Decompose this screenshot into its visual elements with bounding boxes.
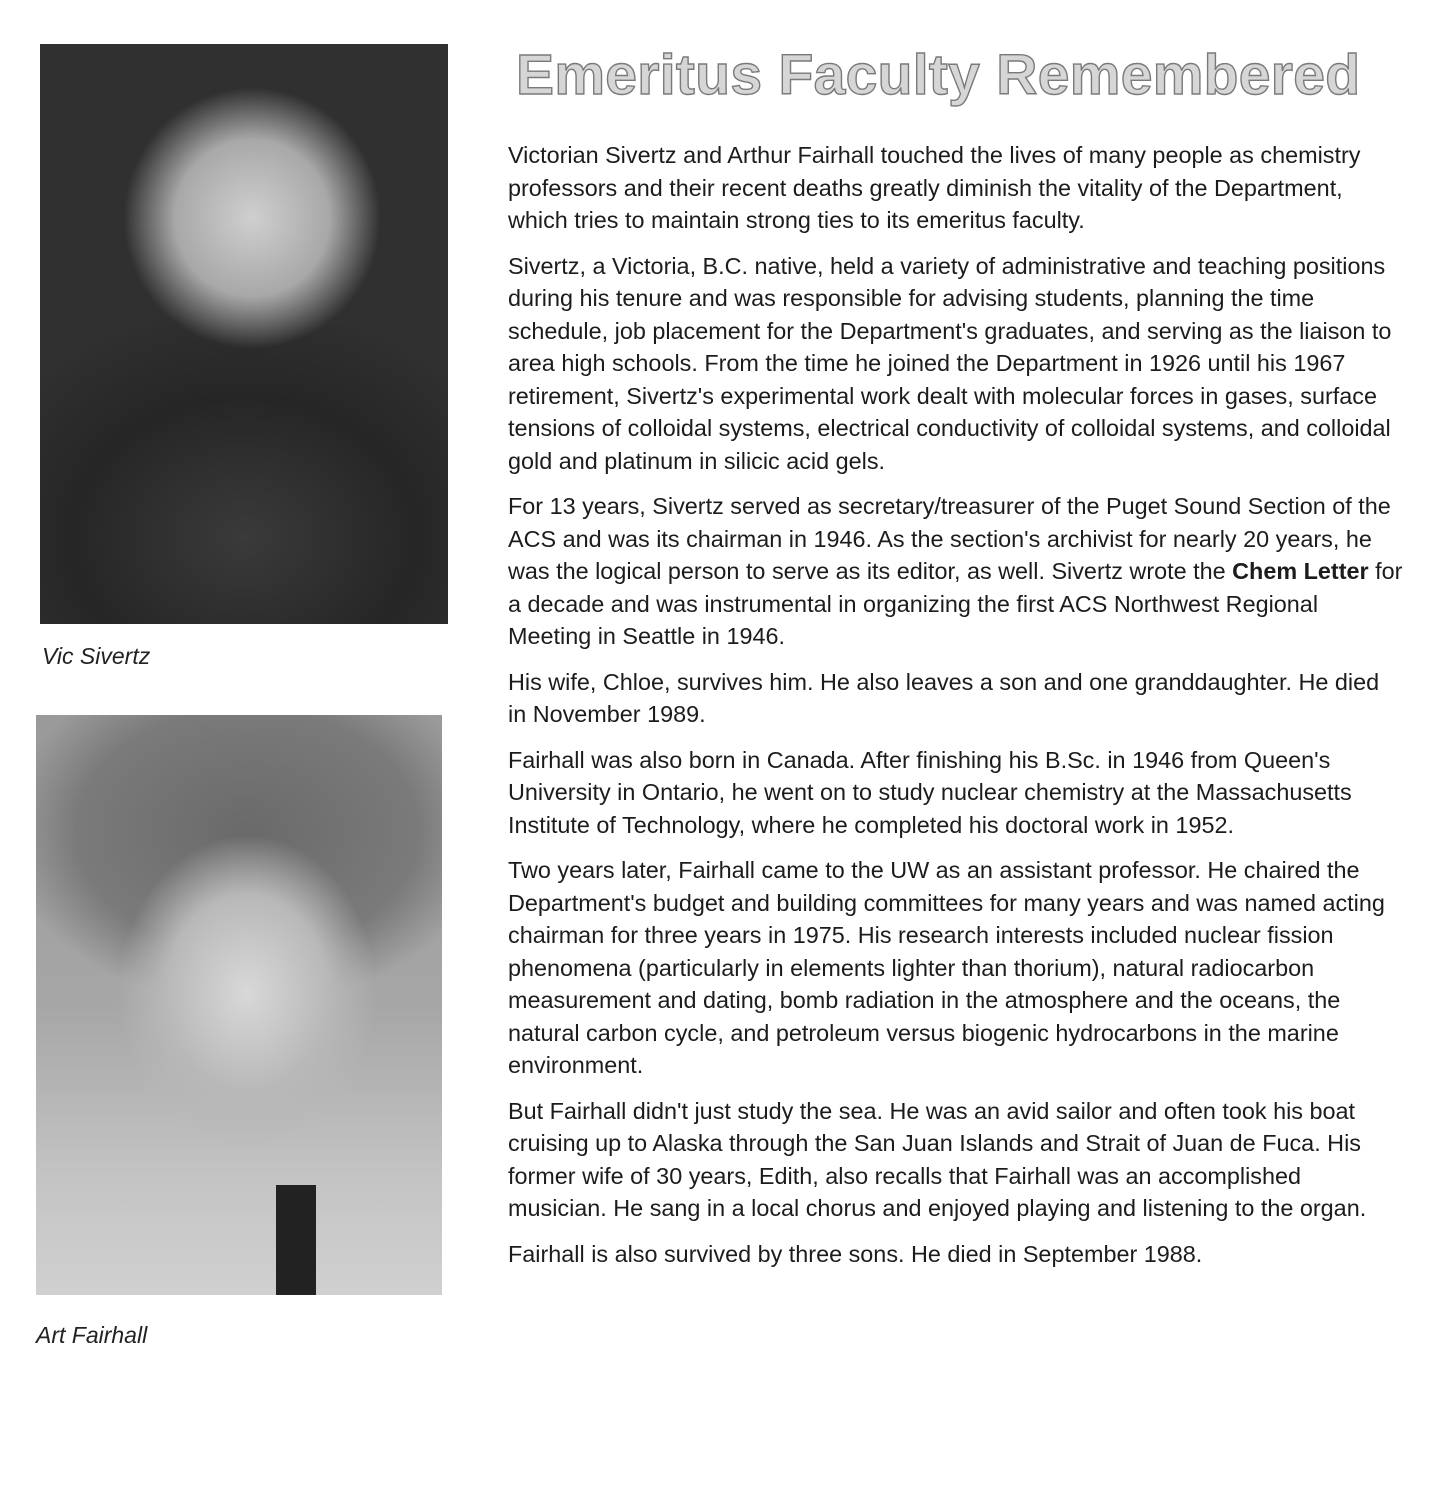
- paragraph-fairhall-education: Fairhall was also born in Canada. After finishing his B.Sc. in 1946 from Queen's University in Ontario, he went on to study nuclear chemistry at the Massachusetts Institute of Technology, where he completed his doctoral work in 1952.: [508, 746, 1352, 838]
- paragraph-sivertz-acs: [508, 490, 1403, 653]
- publication-name: Chem Letter: [1232, 558, 1369, 584]
- paragraph-sivertz-family: His wife, Chloe, survives him. He also leaves a son and one granddaughter. He died in November 1989.: [508, 668, 1380, 727]
- photo-art-fairhall: [36, 715, 442, 1295]
- caption-vic-sivertz: Vic Sivertz: [42, 643, 151, 669]
- paragraph-intro: Victorian Sivertz and Arthur Fairhall touched the lives of many people as chemistry professors and their recent deaths greatly diminish the vitality of the Department, which tries to maintain strong ties to its emeritus faculty.: [508, 142, 1361, 233]
- paragraph-text: For 13 years, Sivertz served as secretary/treasurer of the Puget Sound Section of the ACS and was its chairman in 1946. As the section's archivist for nearly 20 years, he was the logical person to serve as its editor, as well. Sivertz wrote the: [508, 493, 1391, 584]
- article-title: Emeritus Faculty Remembered: [516, 43, 1361, 107]
- paragraph-fairhall-career: Two years later, Fairhall came to the UW as an assistant professor. He chaired the Department's budget and building committees for many years and was named acting chairman for three years in 1975. His research interests included nuclear fission phenomena (particularly in elements lighter than thorium), natural radiocarbon measurement and dating, bomb radiation in the atmosphere and the oceans, the natural carbon cycle, and petroleum versus biogenic hydrocarbons in the marine environment.: [508, 857, 1385, 1078]
- paragraph-fairhall-personal: But Fairhall didn't just study the sea. He was an avid sailor and often took his boat cruising up to Alaska through the San Juan Islands and Strait of Juan de Fuca. His former wife of 30 years, Edith, also recalls that Fairhall was an accomplished musician. He sang in a local chorus and enjoyed playing and listening to the organ.: [508, 1097, 1367, 1221]
- photo-vic-sivertz: [40, 44, 448, 624]
- article-body: [508, 139, 1403, 1283]
- caption-art-fairhall: Art Fairhall: [36, 1322, 148, 1348]
- paragraph-text: for a decade and was instrumental in organizing the first ACS Northwest Regional Meeting in Seattle in 1946.: [508, 558, 1403, 649]
- paragraph-sivertz-career: Sivertz, a Victoria, B.C. native, held a variety of administrative and teaching positions during his tenure and was responsible for advising students, planning the time schedule, job placement for the Department's graduates, and serving as the liaison to area high schools. From the time he joined the Department in 1926 until his 1967 retirement, Sivertz's experimental work dealt with molecular forces in gases, surface tensions of colloidal systems, electrical conductivity of colloidal systems, and colloidal gold and platinum in silicic acid gels.: [508, 252, 1392, 474]
- paragraph-fairhall-family: Fairhall is also survived by three sons. He died in September 1988.: [508, 1240, 1203, 1267]
- photo-detail: [276, 1185, 316, 1295]
